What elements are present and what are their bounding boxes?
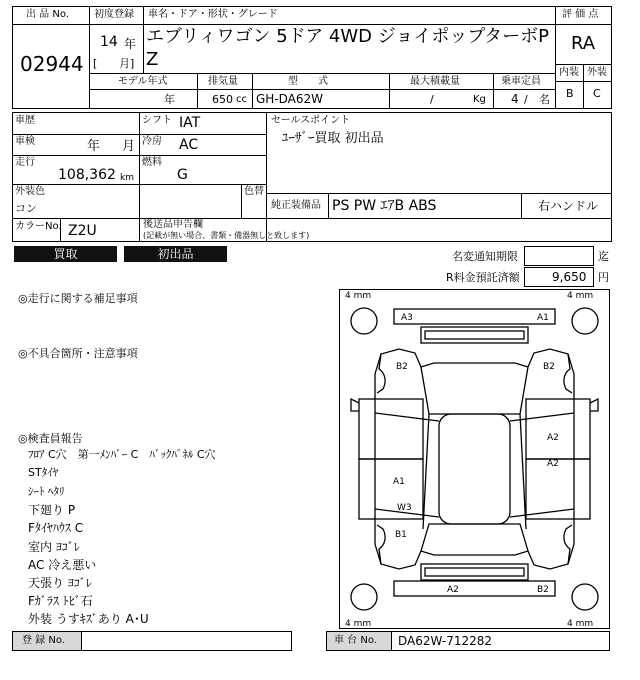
door-front-left: [359, 399, 423, 459]
front-grille: [421, 327, 528, 343]
tire-depth-tl: 4 mm: [345, 291, 372, 301]
type-label: 型 式: [288, 76, 328, 87]
rear-bumper: [394, 581, 555, 596]
inspection-label: 車検: [15, 136, 35, 147]
exterior-label: 外装: [587, 67, 607, 78]
tire-depth-tr: 4 mm: [567, 291, 594, 301]
inspection-year-unit: 年: [87, 139, 101, 154]
ac: AC: [179, 137, 199, 153]
capacity-label: 乗車定員: [501, 76, 541, 87]
exterior-grade: C: [593, 87, 601, 100]
rear-fender-left: [377, 525, 385, 564]
mirror-right: [590, 399, 598, 411]
buyback-badge: 買取: [14, 246, 117, 262]
car-name-label: 車名・ドア・形状・グレード: [148, 9, 278, 20]
driving-notes-label: ◎走行に関する補足事項: [18, 292, 138, 305]
tire-depth-bl: 4 mm: [345, 619, 372, 629]
tire-rear-right: [572, 584, 598, 610]
front-fender-right: [564, 354, 572, 393]
grade-label: 評 価 点: [562, 9, 599, 20]
grade: RA: [571, 33, 596, 54]
equipment: PS PW ｴｱB ABS: [332, 198, 437, 214]
color-no-label: カラーNo.: [15, 221, 62, 232]
chassis-label: 車 台 No.: [334, 635, 377, 646]
damage-mark: A1: [393, 477, 405, 487]
color-change-label: 色替: [244, 186, 264, 197]
damage-mark: A3: [401, 313, 413, 323]
displacement: 650: [212, 93, 233, 106]
ac-label: 冷房: [142, 136, 162, 147]
rear-hatch: [421, 524, 528, 551]
tire-rear-left: [351, 584, 377, 610]
mileage-label: 走行: [15, 157, 35, 168]
capacity-unit: 名: [539, 93, 550, 106]
damage-mark: B2: [396, 362, 408, 372]
inspector-line: Fｶﾞﾗｽ ﾄﾋﾞ石: [28, 594, 93, 608]
shift-label: シフト: [142, 115, 172, 126]
capacity-slash: /: [524, 93, 528, 106]
inspector-line: ﾌﾛｱ C穴 第一ﾒﾝﾊﾞｰ C ﾊﾞｯｸﾊﾟﾈﾙ C穴: [28, 448, 216, 461]
damage-mark: B2: [537, 585, 549, 595]
inspection-month-unit: 月: [122, 139, 136, 154]
chassis-no: DA62W-712282: [398, 634, 493, 648]
model-year-label: モデル年式: [118, 76, 168, 87]
lot-no-label: 出 品 No.: [26, 9, 69, 20]
model-year-unit: 年: [164, 93, 175, 106]
inspector-report-label: ◎検査員報告: [18, 432, 83, 445]
max-load-unit: Kg: [473, 94, 486, 105]
defects-notes-label: ◎不具合箇所・注意事項: [18, 347, 138, 360]
inspector-line: 外装 うすｷｽﾞあり A･U: [28, 612, 149, 626]
damage-mark: A1: [537, 313, 549, 323]
history-label: 車歴: [15, 115, 35, 126]
month-bracket-open: [: [93, 57, 98, 70]
vehicle-diagram: [339, 289, 610, 629]
ext-color-label: 外装色: [15, 186, 45, 197]
type: GH-DA62W: [256, 92, 324, 106]
front-bumper: [394, 309, 555, 324]
fuel: G: [177, 167, 188, 183]
meter-change-unit: 迄: [598, 250, 609, 263]
reg-no-label: 登 録 No.: [22, 635, 65, 646]
roof: [439, 414, 510, 524]
lot-no: 02944: [20, 52, 84, 76]
color-no: Z2U: [68, 223, 97, 239]
front-fender-left: [377, 354, 385, 393]
rear-fender-right: [564, 525, 572, 564]
fuel-label: 燃料: [142, 157, 162, 168]
max-load-label: 最大積載量: [410, 76, 460, 87]
after-docs-label: 後送品申告欄: [143, 219, 203, 230]
first-reg-year: 14: [100, 34, 118, 50]
tire-front-right: [572, 308, 598, 334]
recycle-unit: 円: [598, 271, 609, 284]
car-name-line2: Z: [146, 49, 159, 70]
car-name-line1: エブリィワゴン 5ドア 4WD ジョイポップターボP: [146, 26, 549, 47]
inspector-line: ｼｰﾄ ﾍﾀﾘ: [28, 485, 65, 498]
meter-change-label: 名変通知期限: [452, 250, 518, 263]
door-front-right: [526, 399, 590, 459]
max-load-slash: /: [430, 93, 434, 106]
inspector-line: 下廻り P: [28, 503, 76, 517]
rear-panel: [421, 564, 528, 580]
shift: IAT: [179, 115, 201, 131]
tire-depth-br: 4 mm: [567, 619, 594, 629]
hood: [421, 367, 528, 414]
door-rear-left: [359, 459, 423, 519]
after-docs-note: (記載が無い場合、書類・備器無しと致します): [143, 231, 310, 240]
damage-mark: B1: [395, 530, 407, 540]
inspector-line: AC 冷え悪い: [28, 558, 97, 572]
interior-grade: B: [566, 87, 574, 100]
sales-point-label: セールスポイント: [271, 115, 351, 126]
ext-color: コン: [15, 202, 37, 215]
displacement-label: 排気量: [208, 76, 238, 87]
equipment-label: 純正装備品: [271, 200, 321, 211]
interior-label: 内装: [559, 67, 579, 78]
damage-mark: A2: [547, 459, 559, 469]
first-listing-badge: 初出品: [124, 246, 227, 262]
displacement-unit: cc: [236, 94, 247, 105]
mirror-left: [351, 399, 359, 411]
inspector-line: STﾀｲﾔ: [28, 466, 59, 479]
inspector-line: 天張り ﾖｺﾞﾚ: [28, 576, 92, 590]
capacity: 4: [511, 92, 519, 106]
mileage: 108,362: [58, 167, 116, 183]
recycle-label: R料金預託済額: [446, 271, 520, 284]
recycle-value: 9,650: [552, 270, 587, 284]
first-reg-year-unit: 年: [124, 37, 137, 51]
tire-front-left: [351, 308, 377, 334]
damage-mark: A2: [547, 433, 559, 443]
damage-mark: A2: [447, 585, 459, 595]
mileage-unit: km: [120, 173, 134, 183]
month-unit: 月]: [119, 57, 135, 70]
damage-mark: B2: [543, 362, 555, 372]
inspector-line: 室内 ﾖｺﾞﾚ: [28, 540, 80, 554]
meter-change-box: [524, 246, 594, 266]
first-reg-label: 初度登録: [94, 9, 134, 20]
handle-side: 右ハンドル: [538, 199, 599, 213]
sales-point: ﾕｰｻﾞｰ買取 初出品: [282, 131, 384, 146]
inspector-line: Fﾀｲﾔﾊｳｽ C: [28, 521, 84, 535]
damage-mark: W3: [397, 503, 412, 513]
